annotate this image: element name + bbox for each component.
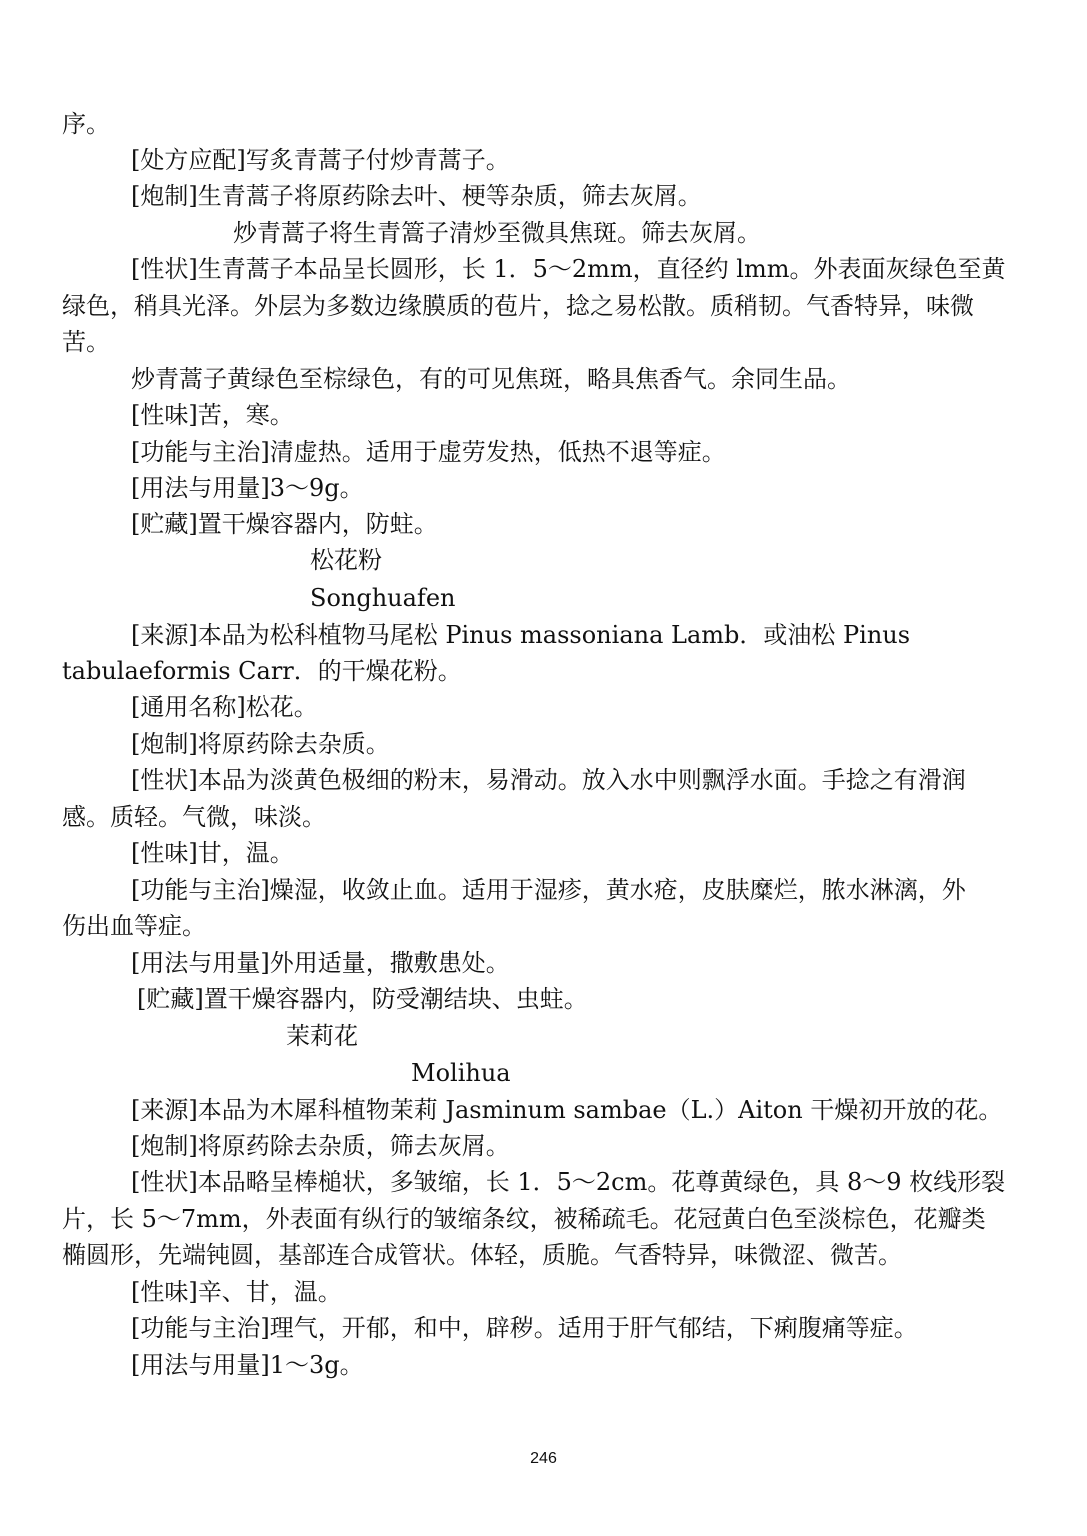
text-line: [来源]本品为松科植物马尾松 Pinus massoniana Lamb．或油松 Pinus <box>131 621 911 649</box>
text-line: [性状]生青蒿子本品呈长圆形，长 1．5～2mm，直径约 lmm。外表面灰绿色至黄 <box>131 255 1006 283</box>
text-line: [性味]辛、甘，温。 <box>131 1278 342 1306</box>
text-line: [通用名称]松花。 <box>131 693 318 721</box>
entry-title: 茉莉花 <box>286 1022 358 1050</box>
entry-pinyin: Molihua <box>411 1059 511 1087</box>
text-line: 炒青蒿子黄绿色至棕绿色，有的可见焦斑，略具焦香气。余同生品。 <box>131 365 851 393</box>
entry-pinyin: Songhuafen <box>310 584 456 612</box>
page-number: 246 <box>530 1450 557 1467</box>
text-line: [用法与用量]3～9g。 <box>131 474 364 502</box>
text-line: [炮制]生青蒿子将原药除去叶、梗等杂质，筛去灰屑。 <box>131 182 702 210</box>
text-line: [性味]甘，温。 <box>131 839 294 867</box>
text-line: [炮制]将原药除去杂质，筛去灰屑。 <box>131 1132 510 1160</box>
text-line: [来源]本品为木犀科植物茉莉 Jasminum sambae（L.）Aiton 干燥初开放的花。 <box>131 1096 1003 1124</box>
text-line: [性状]本品略呈棒槌状，多皱缩，长 1．5～2cm。花尊黄绿色，具 8～9 枚线形裂 <box>131 1168 1006 1196</box>
text-line: [贮藏]置干燥容器内，防受潮结块、虫蛀。 <box>137 985 588 1013</box>
text-line: [功能与主治]清虚热。适用于虚劳发热，低热不退等症。 <box>131 438 726 466</box>
text-line: 苦。 <box>62 328 110 356</box>
entry-title: 松花粉 <box>310 546 382 574</box>
text-line: 片，长 5～7mm，外表面有纵行的皱缩条纹，被稀疏毛。花冠黄白色至淡棕色，花瓣类 <box>62 1205 986 1233</box>
text-line: 绿色，稍具光泽。外层为多数边缘膜质的苞片，捻之易松散。质稍韧。气香特异，味微 <box>62 292 974 320</box>
text-line: 椭圆形，先端钝圆，基部连合成管状。体轻，质脆。气香特异，味微涩、微苦。 <box>62 1241 902 1269</box>
text-line: [性状]本品为淡黄色极细的粉末，易滑动。放入水中则飘浮水面。手捻之有滑润 <box>131 766 966 794</box>
text-line: [用法与用量]外用适量，撒敷患处。 <box>131 949 510 977</box>
text-line: tabulaeformis Carr．的干燥花粉。 <box>62 657 462 685</box>
text-line: [功能与主治]燥湿，收敛止血。适用于湿疹，黄水疮，皮肤糜烂，脓水淋漓，外 <box>131 876 966 904</box>
text-line: 伤出血等症。 <box>62 912 206 940</box>
text-line: 感。质轻。气微，味淡。 <box>62 803 326 831</box>
text-line: 序。 <box>62 110 110 138</box>
text-line: 炒青蒿子将生青篙子清炒至微具焦斑。筛去灰屑。 <box>233 219 761 247</box>
text-line: [贮藏]置干燥容器内，防蛀。 <box>131 510 438 538</box>
text-line: [性味]苦，寒。 <box>131 401 294 429</box>
text-line: [炮制]将原药除去杂质。 <box>131 730 390 758</box>
text-line: [用法与用量]1～3g。 <box>131 1351 364 1379</box>
text-line: [处方应配]写炙青蒿子付炒青蒿子。 <box>131 146 510 174</box>
text-line: [功能与主治]理气，开郁，和中，辟秽。适用于肝气郁结，下痢腹痛等症。 <box>131 1314 918 1342</box>
